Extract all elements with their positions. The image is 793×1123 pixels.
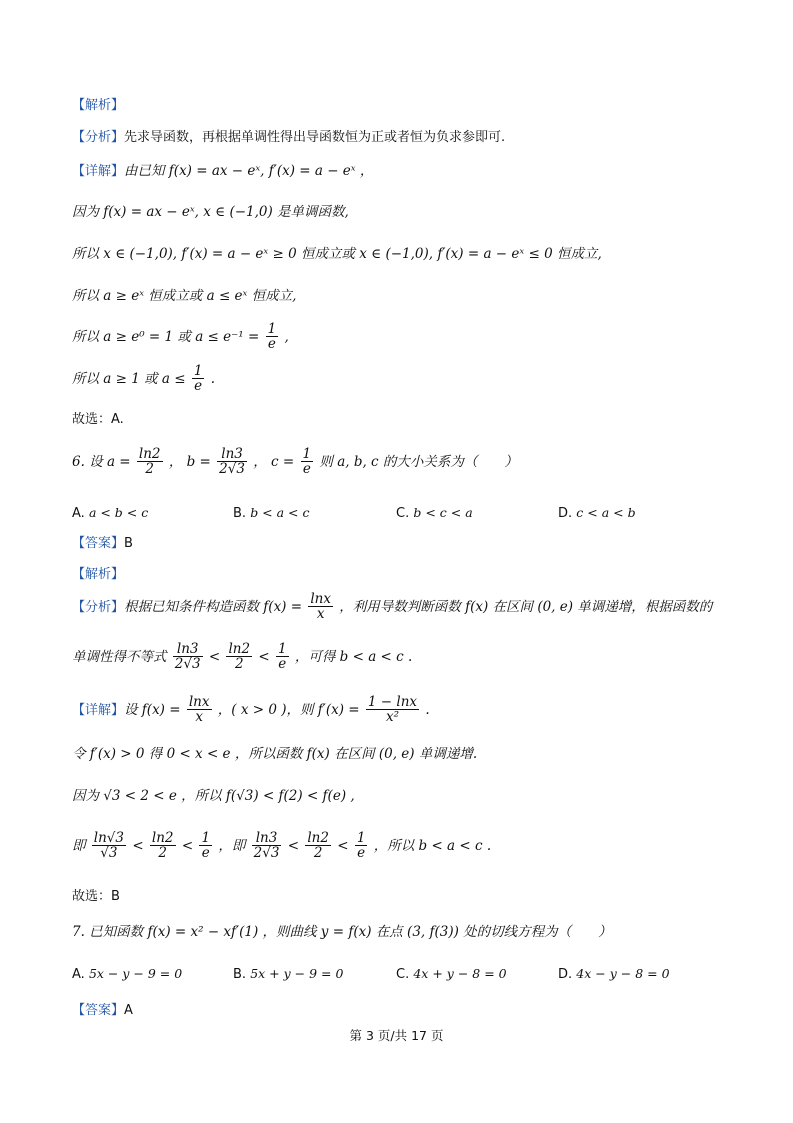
answer-tag: 【答案】 [72,1003,125,1018]
q6-b-pre: ， b = [168,453,211,470]
frac-numerator: 1 [201,830,211,846]
fraction-b [217,447,247,478]
fraction-1-over-e [276,642,289,673]
frac-numerator: 1 [193,363,203,379]
option-label: C. [396,967,410,982]
less-than: < [337,837,349,854]
q5-detail-line-5 [72,322,289,353]
less-than: < [181,837,194,854]
fraction-ln2-over-2 [150,831,176,862]
q7-answer-line [72,1004,133,1018]
option-label: B. [233,967,247,982]
q6-stem-pre: 6. 设 a = [72,453,131,470]
fraction-ln3-over-2sqrt3 [173,642,203,673]
frac-numerator: lnx [188,694,210,710]
frac-numerator: 1 [302,446,312,462]
q5-analysis-line [72,131,505,145]
option-label: A. [72,506,85,521]
q6-d4-post: ，所以 b < a < c . [373,837,492,854]
q5-choose: 故选：A. [72,412,124,427]
frac-numerator: ln3 [217,447,247,462]
fraction-a [137,447,163,478]
q6-d4-mid: ，即 [218,837,246,854]
fraction-lnx-over-x [187,695,212,726]
q5-detail-line-4: 所以 a ≥ eˣ 恒成立或 a ≤ eˣ 恒成立, [72,288,297,304]
fraction-1-over-e [192,364,205,395]
q6-stem [72,447,518,478]
frac-numerator: 1 [278,641,287,657]
q6-fenxi1-post: ，利用导数判断函数 f(x) 在区间 (0, e) 单调递增，根据函数的 [339,598,713,615]
q5-detail-text-1: 由已知 f(x) = ax − eˣ, f′(x) = a − eˣ ， [124,163,374,179]
frac-numerator: ln3 [173,642,203,657]
frac-denominator: e [357,845,366,862]
option-text: b < a < c [250,505,310,520]
option-label: D. [558,967,573,982]
frac-denominator: x [195,709,203,726]
detail-tag: 【详解】 [72,702,125,718]
q5-detail-line-6 [72,364,215,395]
fraction-ln2-over-2 [305,831,331,862]
option-text: b < c < a [413,505,473,520]
frac-denominator: e [278,656,287,673]
page-footer: 第 3 页/共 17 页 [349,1028,444,1043]
q6-fenxi-line-1 [72,592,712,623]
frac-denominator: 2√3 [219,461,245,478]
fenxi-tag: 【分析】 [72,130,125,145]
frac-denominator: √3 [100,845,118,862]
frac-denominator: x [316,606,325,623]
q6-choose: 故选：B [72,889,120,904]
detail-tag: 【详解】 [72,164,125,179]
frac-numerator: 1 − lnx [367,694,418,710]
q6-fenxi2-post: ，可得 b < a < c . [294,648,413,665]
frac-numerator: ln2 [307,830,329,846]
q5-detail-line-2: 因为 f(x) = ax − eˣ, x ∈ (−1,0) 是单调函数, [72,204,349,220]
option-text: 4x − y − 8 = 0 [576,966,670,981]
answer-tag: 【答案】 [72,536,125,551]
q6-c-pre: ， c = [253,453,295,470]
q6-answer-line [72,537,133,551]
q5-l6-post: . [210,370,216,387]
option-text: 4x + y − 8 = 0 [413,966,507,981]
q5-l6-pre: 所以 a ≥ 1 或 a ≤ [72,370,186,387]
q5-detail-line-3: 所以 x ∈ (−1,0), f′(x) = a − eˣ ≥ 0 恒成立或 x ∈ (−1,0), f′(x) = a − eˣ ≤ 0 恒成立, [72,246,602,262]
q6-answer: B [124,536,133,551]
q7-answer: A [124,1003,133,1018]
fraction-1-over-e [266,322,279,353]
q5-l5-post: , [284,328,289,345]
frac-denominator: 2√3 [253,845,280,862]
q6-detail-line-2: 令 f′(x) > 0 得 0 < x < e ，所以函数 f(x) 在区间 (0, e) 单调递增. [72,746,478,762]
frac-denominator: e [267,336,276,353]
q7-option-c [396,966,507,982]
option-label: B. [233,506,247,521]
analysis-heading: 【解析】 [72,98,125,113]
q6-d1-pre: 设 f(x) = [124,701,181,718]
frac-denominator: 2 [145,461,155,478]
frac-numerator: lnx [310,591,331,607]
fraction-1-over-e [355,831,368,862]
less-than: < [132,837,144,854]
q5-fenxi-text: 先求导函数，再根据单调性得出导函数恒为正或者恒为负求参即可. [124,130,506,145]
q6-fenxi1-pre: 根据已知条件构造函数 f(x) = [124,598,303,615]
fraction-ln3-over-2sqrt3 [252,831,282,862]
q6-option-c [396,505,473,521]
option-text: 5x − y − 9 = 0 [88,966,183,981]
fraction-lnx-over-x [308,592,333,623]
option-text: c < a < b [576,505,636,520]
q6-d4-pre: 即 [72,837,86,854]
q6-stem-post: 则 a, b, c 的大小关系为（ ） [319,453,518,470]
q6-option-d [558,505,636,521]
frac-denominator: 2 [234,656,244,673]
frac-numerator: ln2 [138,446,161,462]
frac-denominator: 2√3 [174,656,201,673]
frac-numerator: 1 [267,321,277,337]
frac-numerator: 1 [356,830,366,846]
option-label: D. [558,506,573,521]
fraction-ln2-over-2 [226,642,252,673]
q6-detail-line-3: 因为 √3 < 2 < e ，所以 f(√3) < f(2) < f(e) , [72,788,355,804]
less-than: < [258,648,270,665]
q6-detail-line-1 [72,695,430,726]
less-than: < [208,648,221,665]
q7-stem: 7. 已知函数 f(x) = x² − xf′(1) ，则曲线 y = f(x) 在点 (3, f(3)) 处的切线方程为（ ） [72,924,612,940]
option-label: C. [396,506,410,521]
analysis-heading: 【解析】 [72,567,125,582]
frac-denominator: 2 [313,845,323,862]
q6-d1-mid: ，( x > 0 )，则 f′(x) = [217,701,360,718]
fraction-derivative [366,695,419,726]
frac-numerator: ln2 [151,830,174,846]
option-text: 5x + y − 9 = 0 [250,966,344,981]
frac-denominator: x² [385,709,399,726]
frac-denominator: 2 [158,845,168,862]
fraction-c [301,447,314,478]
q7-option-b [233,966,343,982]
q6-fenxi2-pre: 单调性得不等式 [72,648,167,665]
q6-d1-post: . [425,701,430,718]
frac-denominator: e [201,845,210,862]
q6-fenxi-line-2 [72,642,412,673]
q6-option-a [72,505,148,521]
frac-numerator: ln3 [252,831,282,846]
q6-detail-line-4 [72,831,491,862]
q5-l5-pre: 所以 a ≥ e⁰ = 1 或 a ≤ e⁻¹ = [72,328,260,345]
option-text: a < b < c [88,505,149,520]
frac-numerator: ln√3 [93,830,125,846]
frac-denominator: e [194,378,203,395]
q6-option-b [233,505,310,521]
fraction-1-over-e [199,831,212,862]
q5-detail-line-1 [72,165,373,179]
fenxi-tag: 【分析】 [72,599,125,615]
frac-denominator: e [302,461,311,478]
fraction-lnsqrt3-over-sqrt3 [92,831,126,862]
frac-numerator: ln2 [228,641,251,657]
q7-option-a [72,966,182,982]
option-label: A. [72,967,85,982]
less-than: < [287,837,300,854]
q7-option-d [558,966,670,982]
